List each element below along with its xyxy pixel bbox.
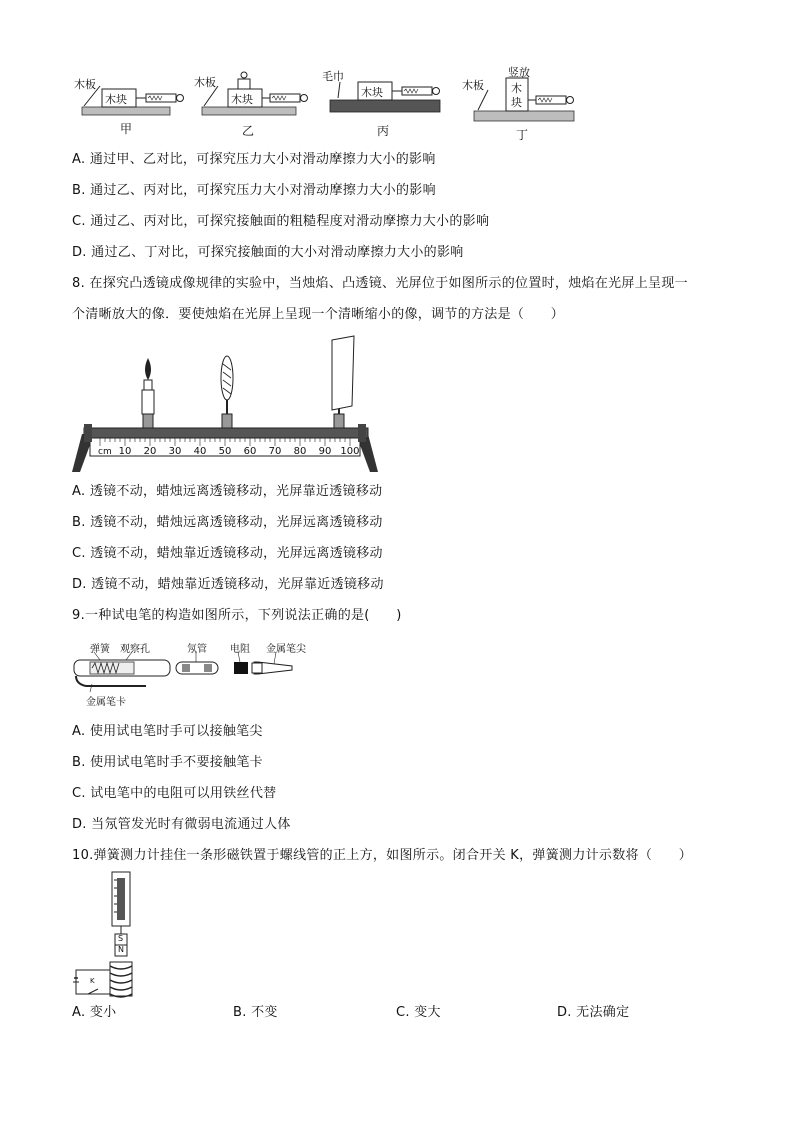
- q9-option-a[interactable]: A. 使用试电笔时手可以接触笔尖: [72, 724, 263, 739]
- label-surface-yi: 木板: [194, 76, 216, 89]
- bench-tick-label: 20: [143, 446, 157, 457]
- solenoid-svg: [70, 870, 150, 1002]
- q9-option-d[interactable]: D. 当氖管发光时有微弱电流通过人体: [72, 817, 291, 832]
- q8-stem-line2: 个清晰放大的像．要使烛焰在光屏上呈现一个清晰缩小的像，调节的方法是（ ）: [72, 307, 565, 322]
- friction-figures: [70, 60, 590, 140]
- label-note-ding: 竖放: [508, 66, 530, 79]
- label-surface-ding: 木板: [462, 79, 484, 92]
- bench-tick-label: 100: [340, 446, 360, 457]
- magnet-pole-bottom: N: [118, 945, 124, 954]
- bench-tick-label: 60: [243, 446, 257, 457]
- q10-option-b[interactable]: B. 不变: [233, 1005, 278, 1020]
- caption-jia: 甲: [120, 122, 133, 136]
- label-block-jia: 木块: [105, 93, 127, 106]
- test-pen-figure: [70, 632, 330, 712]
- q8-option-a[interactable]: A. 透镜不动，蜡烛远离透镜移动，光屏靠近透镜移动: [72, 484, 383, 499]
- figure-bing: [330, 82, 440, 112]
- optical-bench-figure: [70, 330, 380, 480]
- bench-tick-label: 90: [318, 446, 332, 457]
- label-surface-bing: 毛巾: [322, 70, 344, 83]
- q10-option-c[interactable]: C. 变大: [396, 1005, 441, 1020]
- bench-tick-label: 70: [268, 446, 282, 457]
- q8-option-c[interactable]: C. 透镜不动，蜡烛靠近透镜移动，光屏远离透镜移动: [72, 546, 383, 561]
- label-resistor: 电阻: [230, 644, 250, 655]
- q7-option-c[interactable]: C. 通过乙、丙对比，可探究接触面的粗糙程度对滑动摩擦力大小的影响: [72, 214, 490, 229]
- q10-stem: 10.弹簧测力计挂住一条形磁铁置于螺线管的正上方，如图所示。闭合开关 K，弹簧测力计示数将（ ）: [72, 848, 693, 863]
- caption-bing: 丙: [377, 124, 390, 138]
- figure-yi: [202, 72, 308, 115]
- q7-option-b[interactable]: B. 通过乙、丙对比，可探究压力大小对滑动摩擦力大小的影响: [72, 183, 436, 198]
- q8-option-d[interactable]: D. 透镜不动，蜡烛靠近透镜移动，光屏靠近透镜移动: [72, 577, 384, 592]
- label-neon-tube: 氖管: [187, 644, 207, 655]
- q8-option-b[interactable]: B. 透镜不动，蜡烛远离透镜移动，光屏远离透镜移动: [72, 515, 383, 530]
- caption-yi: 乙: [242, 124, 255, 138]
- q7-option-d[interactable]: D. 通过乙、丁对比，可探究接触面的大小对滑动摩擦力大小的影响: [72, 245, 464, 260]
- q8-stem-line1: 8. 在探究凸透镜成像规律的实验中，当烛焰、凸透镜、光屏位于如图所示的位置时，烛焰在光屏上呈现一: [72, 276, 688, 291]
- label-block-ding-2: 块: [511, 96, 522, 109]
- q9-option-c[interactable]: C. 试电笔中的电阻可以用铁丝代替: [72, 786, 277, 801]
- bench-tick-label: 30: [168, 446, 182, 457]
- figure-jia: [82, 86, 184, 115]
- magnet-pole-top: S: [118, 934, 124, 943]
- switch-label: K: [90, 977, 95, 985]
- q9-stem: 9.一种试电笔的构造如图所示，下列说法正确的是( ): [72, 608, 402, 623]
- label-spring: 弹簧: [90, 644, 110, 655]
- label-block-ding-1: 木: [511, 82, 522, 95]
- bench-tick-label: 10: [118, 446, 132, 457]
- optical-bench-svg: [70, 330, 380, 480]
- bench-unit: cm: [98, 447, 112, 457]
- q7-option-a[interactable]: A. 通过甲、乙对比，可探究压力大小对滑动摩擦力大小的影响: [72, 152, 436, 167]
- q10-option-a[interactable]: A. 变小: [72, 1005, 117, 1020]
- solenoid-figure: [70, 870, 150, 1002]
- bench-tick-label: 50: [218, 446, 232, 457]
- q9-option-b[interactable]: B. 使用试电笔时手不要接触笔卡: [72, 755, 263, 770]
- label-window: 观察孔: [120, 644, 150, 655]
- figure-ding: [474, 78, 574, 121]
- label-surface-jia: 木板: [74, 78, 96, 91]
- bench-tick-label: 80: [293, 446, 307, 457]
- q10-option-d[interactable]: D. 无法确定: [557, 1005, 630, 1020]
- label-metal-tip: 金属笔尖: [266, 644, 306, 655]
- caption-ding: 丁: [516, 128, 529, 142]
- label-metal-clip: 金属笔卡: [86, 697, 126, 708]
- bench-tick-label: 40: [193, 446, 207, 457]
- label-block-bing: 木块: [361, 86, 383, 99]
- label-block-yi: 木块: [231, 93, 253, 106]
